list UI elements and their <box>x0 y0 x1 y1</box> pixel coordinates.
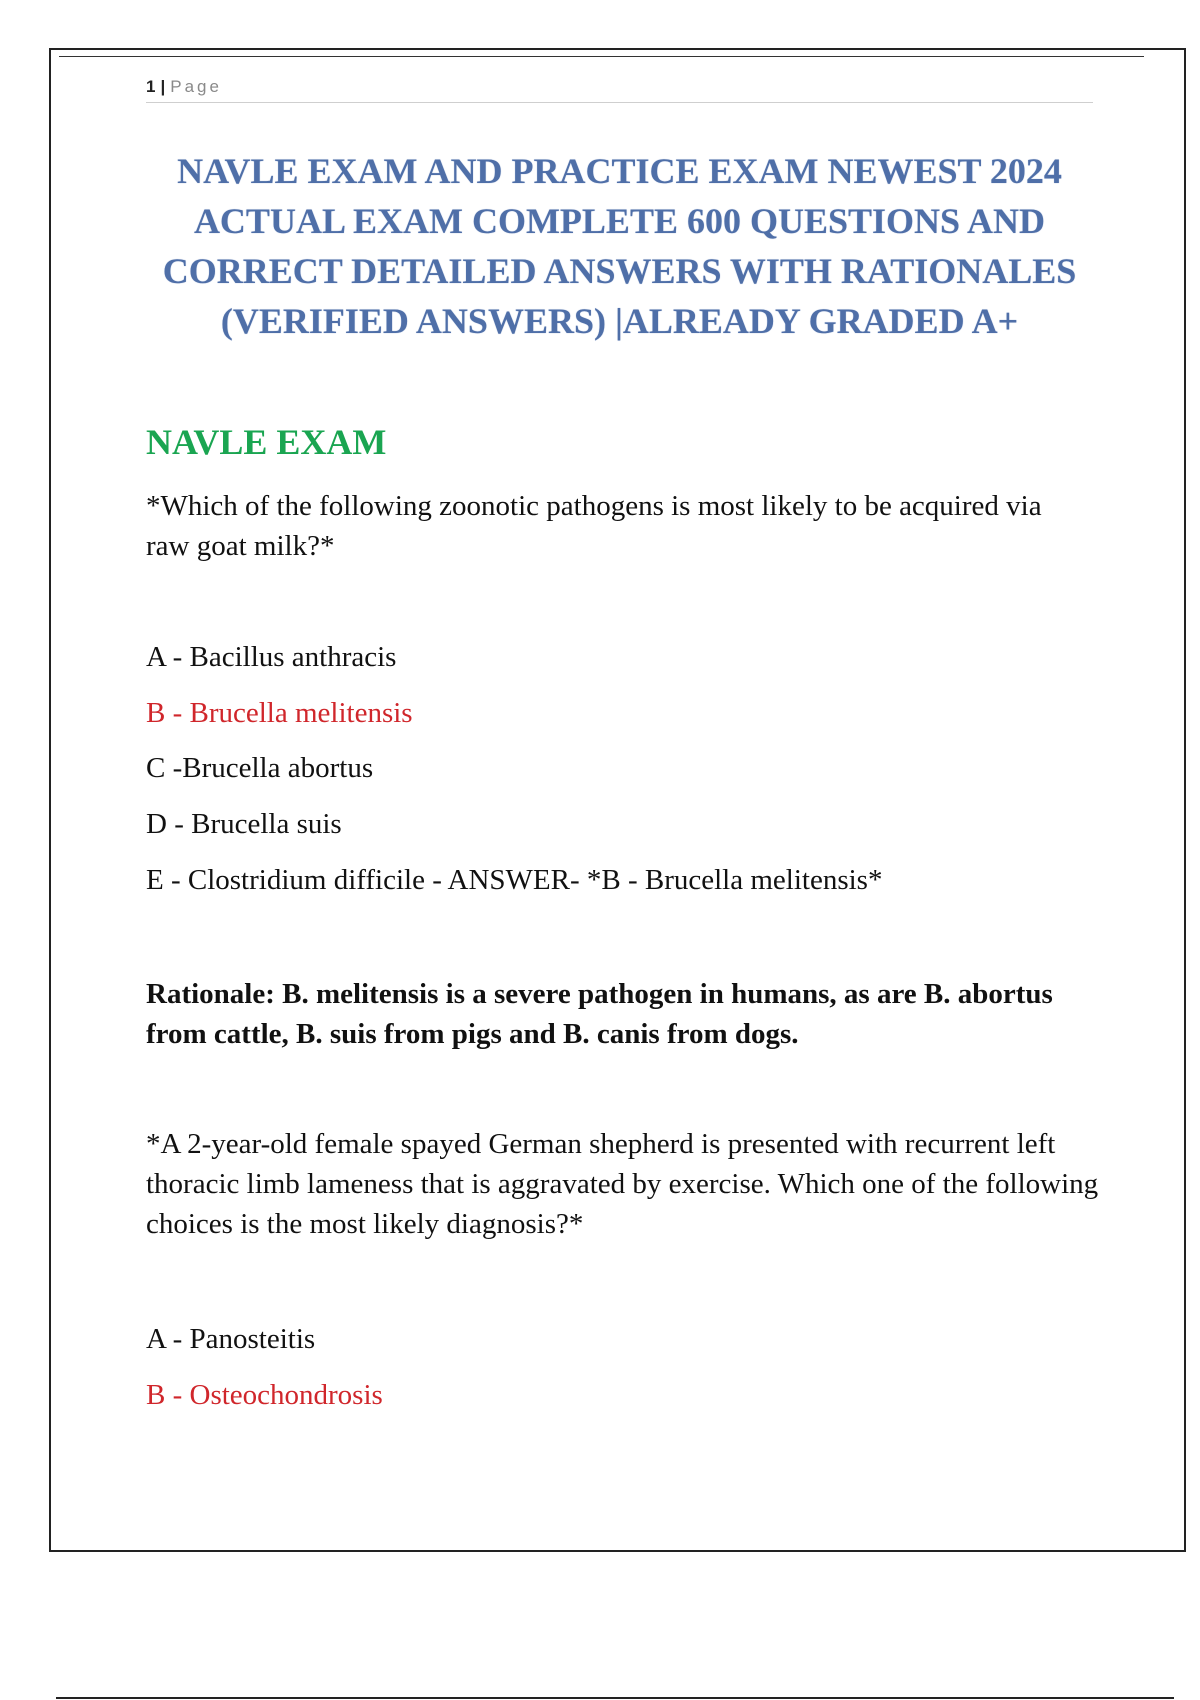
header-top-rule <box>59 56 1144 57</box>
question-2-text: *A 2-year-old female spayed German shepherd is presented with recurrent left thoracic limb lameness that is aggravated by exercise. Which one of the following choices is the most likely diagnosis?* <box>146 1128 1099 1240</box>
question-2-option-a: A - Panosteitis <box>146 1323 316 1355</box>
question-1-option-b-correct: B - Brucella melitensis <box>146 697 413 729</box>
page-number: 1 <box>146 77 156 96</box>
question-1-option-c: C -Brucella abortus <box>146 752 374 784</box>
document-title: NAVLE EXAM AND PRACTICE EXAM NEWEST 2024 ACTUAL EXAM COMPLETE 600 QUESTIONS AND CORRECT DETAILED ANSWERS WITH RATIONALES (VERIFIED ANSWERS) |ALREADY GRADED A+ <box>162 151 1077 341</box>
question-1-option-e-answer: E - Clostridium difficile - ANSWER- *B - Brucella melitensis* <box>146 864 883 896</box>
question-2-option-b-correct: B - Osteochondrosis <box>146 1379 383 1411</box>
question-1-option-a: A - Bacillus anthracis <box>146 641 397 673</box>
question-1-text: *Which of the following zoonotic pathogens is most likely to be acquired via raw goat milk?* <box>146 490 1042 562</box>
next-page-top-rule <box>56 1697 1174 1699</box>
section-heading: NAVLE EXAM <box>146 422 387 462</box>
page-word: Page <box>170 77 222 96</box>
page-frame <box>49 48 1186 1552</box>
page-separator: | <box>160 77 166 96</box>
question-1-option-d: D - Brucella suis <box>146 808 342 840</box>
question-1-rationale: Rationale: B. melitensis is a severe pathogen in humans, as are B. abortus from cattle, B. suis from pigs and B. canis from dogs. <box>146 978 1053 1050</box>
page-header <box>146 74 1093 103</box>
